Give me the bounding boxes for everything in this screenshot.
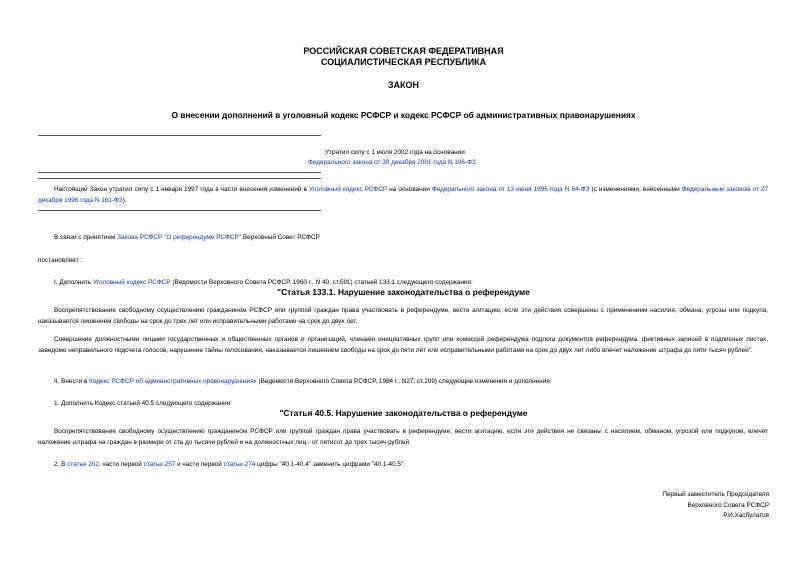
signature-block [662,490,769,522]
link-federal-law-64[interactable]: Федерального закона от 13 июня 1996 года N 64-ФЗ [431,186,590,193]
header-republic-line1: РОССИЙСКАЯ СОВЕТСКАЯ ФЕДЕРАТИВНАЯ [303,46,504,56]
article-133-1-para2: Совершение должностными лицами государственных и общественных органов и организаций, членами инициативных групп или комиссий референдума подлога документов референдума, фиктивных записей в подписных листах, заведомо неправильного подсчета голосов, нарушение тайны голосования, наказывается лишением свободы на срок до пяти лет или исправительными работами на срок до двух лет либо влечет наложение штрафа до пяти тысяч рублей". [38,336,768,354]
article-133-1-para1: Воспрепятствование свободному осуществлению гражданином РСФСР или группой граждан права участвовать в референдуме, вести агитацию, если эти действия совершены с применением насилия, обмана, угрозы или подкупа, наказывается лишением свободы на срок до трех лет или исправительными работами на срок до двух лет. [38,307,768,325]
repeal-note: Настоящий Закон утратил силу с 1 января 1997 года в части внесения изменений в Уголовный кодекс РСФСР на основании Федерального закона от 13 июня 1996 года N 64-ФЗ (с изменениями, внесенными Федеральным законом от 27 декабря 1996 года N 161-ФЗ). [38,186,769,204]
divider [38,172,321,173]
status-text: Утратил силу с 1 июля 2002 года на основании [325,149,465,156]
link-referendum-law[interactable]: Закона РСФСР "О референдуме РСФСР" [117,234,242,241]
link-admin-code[interactable]: Кодекс РСФСР об административных правонарушениях [89,378,257,385]
part1-intro: I. Дополнить Уголовный кодекс РСФСР (Ведомости Верховного Совета РСФСР, 1960 г., N 40, ст.591) статьей 133.1 следующего содержания: [54,279,473,286]
link-article-274[interactable]: статьи 274 [223,461,256,468]
article-40-5-title: "Статья 40.5. Нарушение законодательства о референдуме [279,408,528,418]
status-link[interactable]: Федерального закона от 30 декабря 2001 года N 196-ФЗ [308,159,476,166]
document-type: ЗАКОН [387,80,420,90]
resolves-text: постановляет : [38,257,82,264]
link-criminal-code[interactable]: Уголовный кодекс РСФСР [93,279,171,286]
signature-position: Первый заместитель Председателя [662,491,769,498]
document-title: О внесении дополнений в уголовный кодекс РСФСР и кодекс РСФСР об административных правонарушениях [171,110,636,120]
part2-item2: 2. В статье 202, части первой статьи 257 и части первой статьи 274 цифры "40.1-40.4" заменить цифрами "40.1-40.5". [54,461,406,468]
part2-intro: II. Внести в Кодекс РСФСР об административных правонарушениях (Ведомости Верховного Совета РСФСР, 1984 г., N27, ст.209) следующие изменения и дополнения: [54,378,552,385]
signature-name: Р.И.Хасбулатов [723,512,769,519]
divider [38,210,321,211]
part2-item1: 1. Дополнить Кодекс статьей 40.5 следующего содержания: [54,400,232,407]
header-republic-line2: СОЦИАЛИСТИЧЕСКАЯ РЕСПУБЛИКА [320,57,487,67]
preamble: В связи с принятием Закона РСФСР "О референдуме РСФСР" Верховный Совет РСФСР [54,234,320,241]
link-federal-law-161[interactable]: Федеральным законом от 27 декабря 1996 года N 161-ФЗ [38,186,769,204]
article-40-5-para1: Воспрепятствование свободному осуществлению гражданином РСФСР или группой граждан права участвовать в референдуме, вести агитацию, если эти действия не связаны с насилием, обманом, угрозой или подкупом, влечет наложение штрафа на граждан в размере от ста до тысячи рублей и на должностных лиц - от пятисот до трех тысяч рублей. [38,428,768,446]
signature-body: Верховного Совета РСФСР [687,501,769,509]
divider [38,178,321,179]
link-criminal-code[interactable]: Уголовный кодекс РСФСР [309,186,388,193]
link-article-202[interactable]: статье 202 [67,461,99,468]
article-133-1-title: "Статья 133.1. Нарушение законодательства о референдуме [277,287,530,297]
link-article-257[interactable]: статьи 257 [143,461,176,468]
divider [38,135,321,136]
